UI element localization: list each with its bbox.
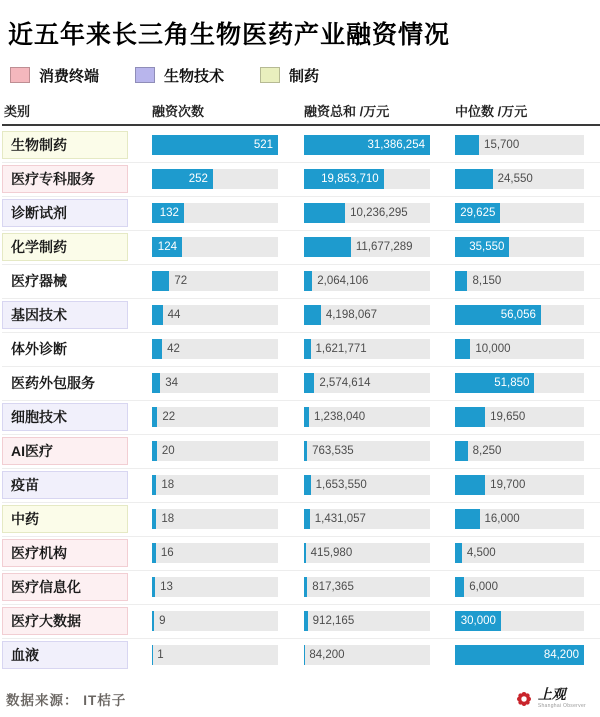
bar <box>304 407 309 427</box>
bar-track <box>304 543 430 563</box>
bar-value: 20 <box>161 445 175 457</box>
bar-value: 22 <box>162 411 176 423</box>
bar-track <box>455 305 584 325</box>
bar-track <box>152 441 278 461</box>
bar-value: 10,000 <box>475 343 511 355</box>
bar-value: 29,625 <box>460 207 496 219</box>
logo-subtext: Shanghai Observer <box>537 703 586 709</box>
bar <box>304 169 384 189</box>
bar-track <box>152 305 278 325</box>
bar-track <box>455 611 584 631</box>
bar-value: 18 <box>161 513 175 525</box>
bar-value: 1,431,057 <box>314 513 366 525</box>
bar <box>152 203 184 223</box>
table-row <box>2 265 600 299</box>
bar-value: 16,000 <box>484 513 520 525</box>
bar-track <box>455 237 584 257</box>
bar-track <box>455 475 584 495</box>
bar-value: 16 <box>160 547 174 559</box>
bar-track <box>304 509 430 529</box>
table-row <box>2 367 600 401</box>
bar-value: 84,200 <box>543 649 579 661</box>
pharma-swatch <box>260 67 280 83</box>
bar-track <box>455 407 584 427</box>
category-label: 中药 <box>2 505 128 533</box>
bar-track <box>152 509 278 529</box>
bar-value: 44 <box>167 309 181 321</box>
bar-track <box>152 169 278 189</box>
bar-value: 11,677,289 <box>355 241 413 253</box>
table-row <box>2 401 600 435</box>
bar-value: 521 <box>253 139 273 151</box>
bar-track <box>304 203 430 223</box>
legend-label: 制药 <box>289 67 320 85</box>
bar <box>152 339 162 359</box>
bar <box>455 339 470 359</box>
bar-track <box>455 373 584 393</box>
bar-track <box>455 509 584 529</box>
bar <box>304 577 307 597</box>
bar-value: 34 <box>165 377 179 389</box>
bar-track <box>152 271 278 291</box>
bar <box>455 577 464 597</box>
legend <box>10 66 600 84</box>
bar <box>304 305 321 325</box>
shanghai-observer-flower-icon <box>515 690 533 708</box>
header-divider <box>2 124 600 126</box>
bar <box>455 305 541 325</box>
bar <box>152 509 156 529</box>
bar-track <box>152 577 278 597</box>
bar <box>152 373 160 393</box>
bar-value: 6,000 <box>469 581 498 593</box>
legend-item-pharma <box>260 65 319 86</box>
logo-text: 上观 <box>537 688 566 703</box>
column-header-deal-count: 融资次数 <box>152 104 205 119</box>
bar-value: 10,236,295 <box>350 207 408 219</box>
bar-value: 18 <box>161 479 175 491</box>
bar-value: 13 <box>160 581 173 593</box>
bar <box>304 373 314 393</box>
bar <box>152 543 156 563</box>
category-label: 体外诊断 <box>11 341 67 357</box>
bar <box>152 407 157 427</box>
publisher-logo <box>515 689 586 709</box>
bar <box>304 611 308 631</box>
table-row <box>2 197 600 231</box>
bar-value: 31,386,254 <box>367 139 425 151</box>
biotech-swatch <box>135 67 155 83</box>
bar-track <box>152 407 278 427</box>
bar-value: 35,550 <box>469 241 505 253</box>
category-label: 医疗专科服务 <box>2 165 128 193</box>
bar-track <box>304 373 430 393</box>
bar-track <box>455 203 584 223</box>
bar-track <box>304 577 430 597</box>
bar-track <box>304 169 430 189</box>
bar-value: 84,200 <box>309 649 345 661</box>
bar-track <box>304 237 430 257</box>
column-header-total-funding: 融资总和 /万元 <box>304 104 390 119</box>
bar <box>152 135 278 155</box>
bar-track <box>152 645 278 665</box>
bar-value: 4,500 <box>466 547 496 559</box>
bar-value: 763,535 <box>312 445 354 457</box>
category-label: 生物制药 <box>2 131 128 159</box>
bar <box>304 339 311 359</box>
bar-track <box>152 611 278 631</box>
bar-value: 42 <box>167 343 180 355</box>
table-row <box>2 639 600 673</box>
bar-track <box>304 475 430 495</box>
legend-label: 生物技术 <box>164 67 225 85</box>
category-label: 医药外包服务 <box>11 375 95 391</box>
bar-value: 2,064,106 <box>317 275 369 287</box>
bar-value: 124 <box>157 241 177 253</box>
bar-value: 19,853,710 <box>321 173 379 185</box>
table-row <box>2 435 600 469</box>
bar-value: 415,980 <box>310 547 353 559</box>
bar-track <box>455 271 584 291</box>
bar-value: 19,700 <box>490 479 526 491</box>
bar <box>455 135 479 155</box>
bar-value: 9 <box>159 615 166 627</box>
bar-track <box>455 441 584 461</box>
bar <box>304 271 312 291</box>
bar <box>304 543 306 563</box>
bar-value: 8,150 <box>472 275 502 287</box>
bar-value: 24,550 <box>497 173 533 185</box>
bar-value: 19,650 <box>490 411 526 423</box>
table-row <box>2 537 600 571</box>
category-label: 诊断试剂 <box>2 199 128 227</box>
bar <box>455 169 493 189</box>
table-row <box>2 605 600 639</box>
category-label: 医疗机构 <box>2 539 128 567</box>
footer <box>0 689 600 709</box>
bar-track <box>455 135 584 155</box>
bar-track <box>304 339 430 359</box>
bar-value: 1,238,040 <box>313 411 366 423</box>
column-header-median: 中位数 /万元 <box>455 104 528 119</box>
bar-track <box>455 169 584 189</box>
table-row <box>2 503 600 537</box>
bar <box>152 441 157 461</box>
bar <box>455 611 501 631</box>
bar-value: 2,574,614 <box>319 377 371 389</box>
bar <box>455 543 462 563</box>
category-label: 基因技术 <box>2 301 128 329</box>
category-label: 细胞技术 <box>2 403 128 431</box>
bar-track <box>304 305 430 325</box>
bar-value: 1 <box>157 649 164 661</box>
bar-value: 30,000 <box>460 615 496 627</box>
bar <box>152 305 163 325</box>
category-label: 血液 <box>2 641 128 669</box>
bar-track <box>455 577 584 597</box>
table-row <box>2 163 600 197</box>
category-label: AI医疗 <box>2 437 128 465</box>
bar <box>455 645 584 665</box>
bar <box>455 441 468 461</box>
bar-track <box>152 339 278 359</box>
column-headers <box>2 101 600 117</box>
legend-label: 消费终端 <box>39 67 100 85</box>
bar <box>304 509 310 529</box>
bar <box>455 509 480 529</box>
bar <box>455 407 485 427</box>
bar-track <box>152 203 278 223</box>
bar <box>152 475 156 495</box>
bar-track <box>152 373 278 393</box>
bar-value: 56,056 <box>500 309 536 321</box>
table-row <box>2 571 600 605</box>
bar-track <box>152 135 278 155</box>
column-header-category: 类别 <box>4 104 31 119</box>
data-source: 数据来源： IT桔子 <box>6 693 127 708</box>
bar <box>455 203 500 223</box>
bar <box>304 135 430 155</box>
bar <box>304 203 345 223</box>
page-title: 近五年来长三角生物医药产业融资情况 <box>8 21 451 49</box>
table-row <box>2 129 600 163</box>
bar <box>455 475 485 495</box>
bar-value: 51,850 <box>494 377 530 389</box>
bar <box>455 237 509 257</box>
bar-value: 4,198,067 <box>325 309 378 321</box>
table-row <box>2 231 600 265</box>
data-rows <box>2 129 600 673</box>
bar-track <box>152 475 278 495</box>
legend-item-biotech <box>135 65 224 86</box>
category-label: 医疗信息化 <box>2 573 128 601</box>
bar <box>455 271 467 291</box>
bar-value: 1,653,550 <box>315 479 367 491</box>
bar-value: 8,250 <box>472 445 502 457</box>
bar <box>152 271 169 291</box>
bar-track <box>304 645 430 665</box>
bar <box>152 611 154 631</box>
bar <box>304 475 311 495</box>
bar-track <box>152 543 278 563</box>
category-label: 疫苗 <box>2 471 128 499</box>
bar-track <box>304 611 430 631</box>
bar-value: 817,365 <box>312 581 354 593</box>
bar-value: 252 <box>188 173 208 185</box>
bar-track <box>152 237 278 257</box>
consumer-swatch <box>10 67 30 83</box>
bar-track <box>455 543 584 563</box>
table-row <box>2 333 600 367</box>
bar-track <box>304 407 430 427</box>
bar-track <box>455 339 584 359</box>
bar <box>304 237 351 257</box>
category-label: 医疗器械 <box>11 273 67 289</box>
bar <box>304 441 307 461</box>
category-label: 医疗大数据 <box>2 607 128 635</box>
bar-value: 15,700 <box>484 139 520 151</box>
bar-track <box>304 271 430 291</box>
bar <box>152 577 155 597</box>
bar-track <box>304 441 430 461</box>
bar-value: 912,165 <box>312 615 355 627</box>
table-row <box>2 469 600 503</box>
bar-value: 72 <box>174 275 188 287</box>
category-label: 化学制药 <box>2 233 128 261</box>
table-row <box>2 299 600 333</box>
bar-track <box>304 135 430 155</box>
legend-item-consumer <box>10 65 99 86</box>
bar <box>152 169 213 189</box>
bar <box>455 373 534 393</box>
bar-track <box>455 645 584 665</box>
bar-value: 132 <box>159 207 179 219</box>
bar-value: 1,621,771 <box>315 343 367 355</box>
bar <box>152 237 182 257</box>
